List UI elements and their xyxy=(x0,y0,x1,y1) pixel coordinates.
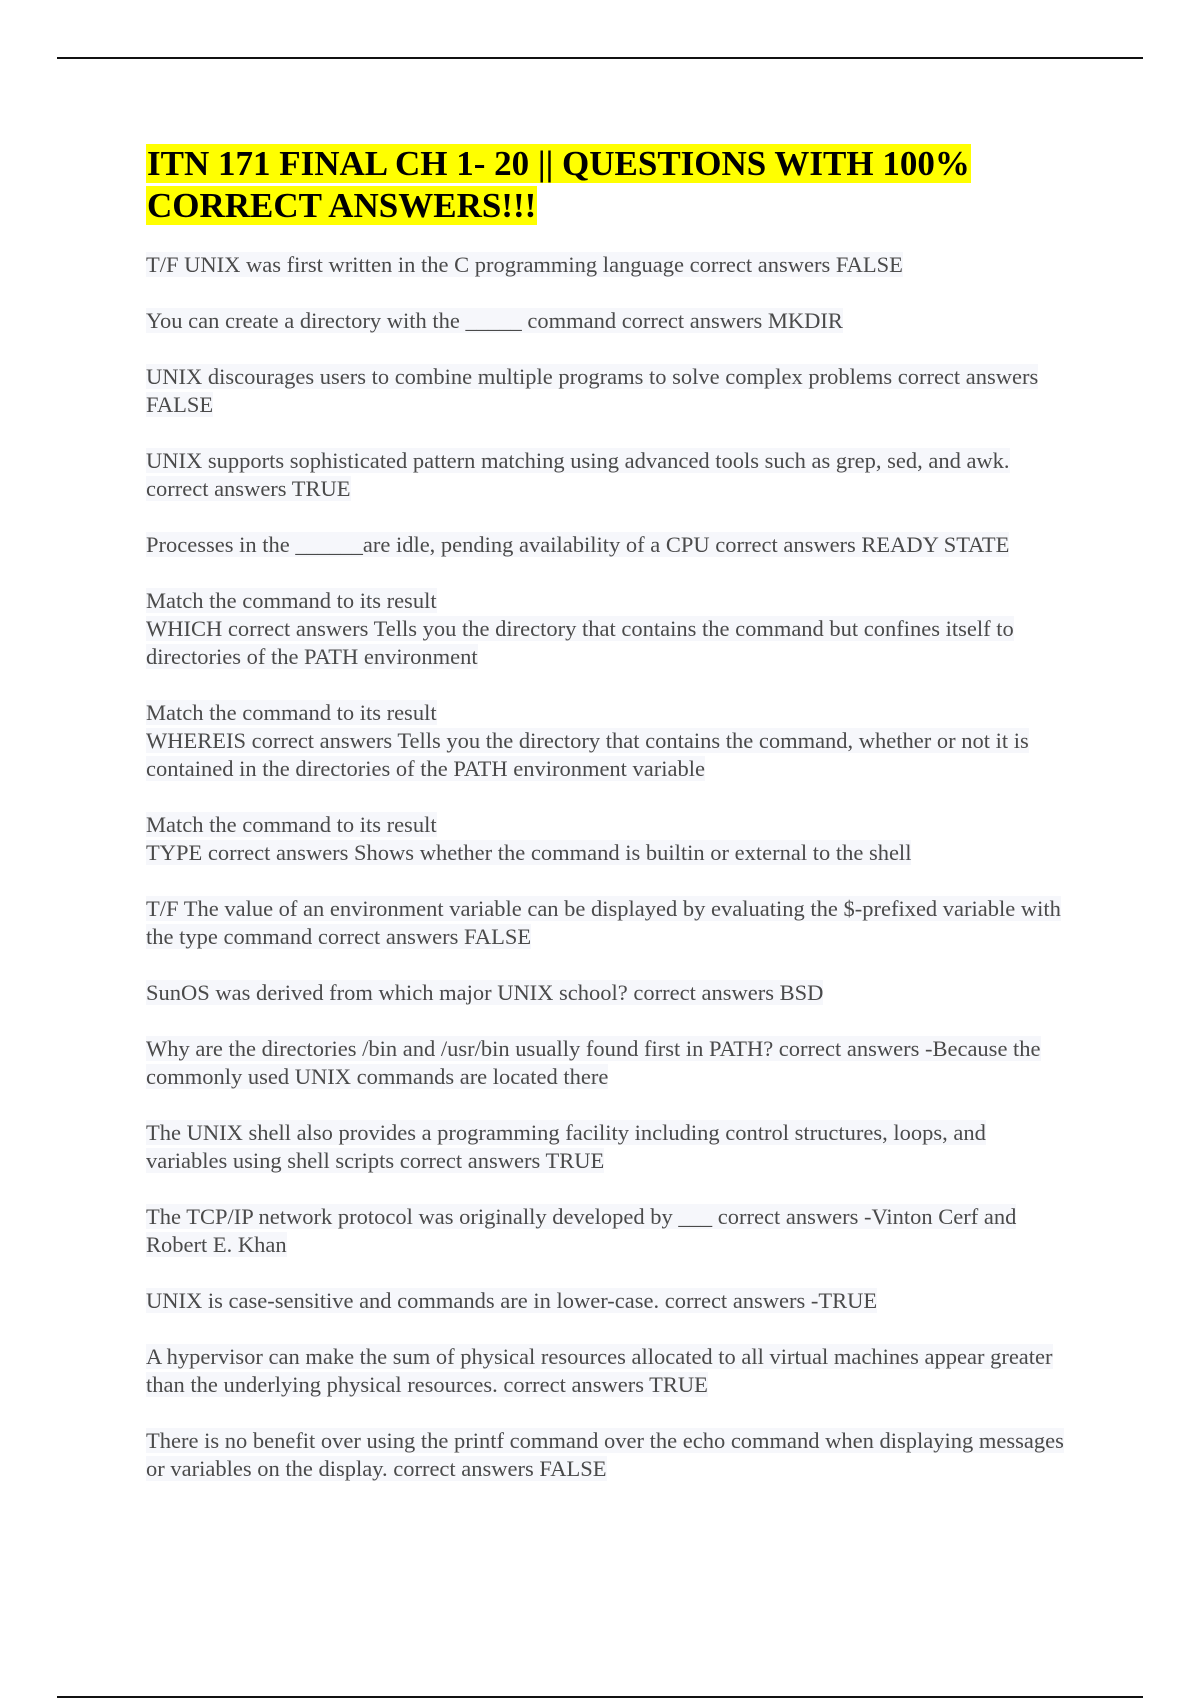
qa-item-15 xyxy=(146,1343,1066,1399)
qa-text: Why are the directories /bin and /usr/bin usually found first in PATH? correct answers -Because the commonly used UNIX commands are located there xyxy=(146,1036,1041,1089)
qa-item-6 xyxy=(146,587,1066,671)
qa-item-8 xyxy=(146,811,1066,867)
qa-prompt: Match the command to its result xyxy=(146,588,437,613)
qa-item-13 xyxy=(146,1203,1066,1259)
qa-item-14 xyxy=(146,1287,1066,1315)
qa-text: You can create a directory with the _____ command correct answers MKDIR xyxy=(146,308,843,333)
top-rule xyxy=(57,57,1143,59)
qa-item-7 xyxy=(146,699,1066,783)
qa-prompt: Match the command to its result xyxy=(146,700,437,725)
qa-prompt-row xyxy=(146,699,1066,727)
qa-item-9 xyxy=(146,895,1066,951)
document-title xyxy=(146,143,1066,227)
qa-prompt: Match the command to its result xyxy=(146,812,437,837)
qa-prompt-row xyxy=(146,811,1066,839)
qa-item-16 xyxy=(146,1427,1066,1483)
qa-text: T/F UNIX was first written in the C programming language correct answers FALSE xyxy=(146,252,903,277)
qa-text: UNIX is case-sensitive and commands are in lower-case. correct answers -TRUE xyxy=(146,1288,878,1313)
qa-item-11 xyxy=(146,1035,1066,1091)
qa-text: The UNIX shell also provides a programming facility including control structures, loops, and variables using shell scripts correct answers TRUE xyxy=(146,1120,986,1173)
qa-item-4 xyxy=(146,447,1066,503)
qa-text: WHEREIS correct answers Tells you the directory that contains the command, whether or not it is contained in the directories of the PATH environment variable xyxy=(146,728,1029,781)
qa-text: WHICH correct answers Tells you the directory that contains the command but confines itself to directories of the PATH environment xyxy=(146,616,1014,669)
document-body xyxy=(146,143,1066,1511)
bottom-rule xyxy=(57,1696,1143,1698)
qa-item-5 xyxy=(146,531,1066,559)
qa-item-3 xyxy=(146,363,1066,419)
qa-text: TYPE correct answers Shows whether the command is builtin or external to the shell xyxy=(146,840,912,865)
qa-item-2 xyxy=(146,307,1066,335)
qa-text: UNIX discourages users to combine multiple programs to solve complex problems correct answers FALSE xyxy=(146,364,1039,417)
qa-item-1 xyxy=(146,251,1066,279)
qa-text: SunOS was derived from which major UNIX school? correct answers BSD xyxy=(146,980,824,1005)
qa-text: The TCP/IP network protocol was originally developed by ___ correct answers -Vinton Cerf and Robert E. Khan xyxy=(146,1204,1017,1257)
qa-text: Processes in the ______are idle, pending availability of a CPU correct answers READY STATE xyxy=(146,532,1010,557)
qa-text: T/F The value of an environment variable can be displayed by evaluating the $-prefixed variable with the type command correct answers FALSE xyxy=(146,896,1061,949)
document-title-text: ITN 171 FINAL CH 1- 20 || QUESTIONS WITH 100% CORRECT ANSWERS!!! xyxy=(147,144,970,225)
qa-text: A hypervisor can make the sum of physical resources allocated to all virtual machines appear greater than the underlying physical resources. correct answers TRUE xyxy=(146,1344,1053,1397)
qa-text: UNIX supports sophisticated pattern matching using advanced tools such as grep, sed, and awk. correct answers TRUE xyxy=(146,448,1010,501)
qa-prompt-row xyxy=(146,587,1066,615)
qa-text: There is no benefit over using the printf command over the echo command when displaying messages or variables on the display. correct answers FALSE xyxy=(146,1428,1064,1481)
qa-item-10 xyxy=(146,979,1066,1007)
qa-item-12 xyxy=(146,1119,1066,1175)
